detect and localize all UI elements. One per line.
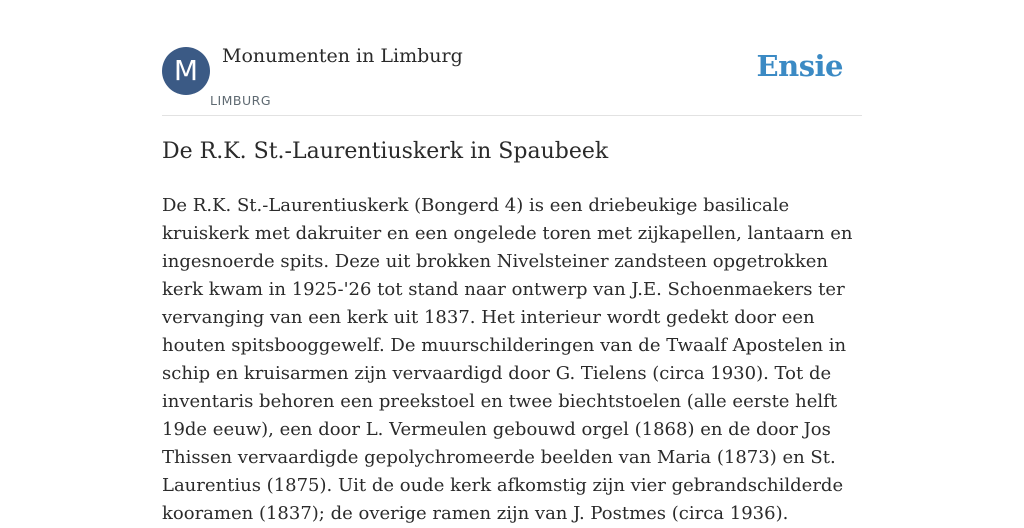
- channel-title[interactable]: Monumenten in Limburg: [222, 45, 463, 67]
- channel-subtitle[interactable]: LIMBURG: [210, 93, 272, 108]
- channel-header: [162, 0, 862, 116]
- article-title: De R.K. St.-Laurentiuskerk in Spaubeek: [162, 139, 609, 164]
- article-body: De R.K. St.-Laurentiuskerk (Bongerd 4) is een driebeukige basilicale kruiskerk met dakruiter en een ongelede toren met zijkapellen, lantaarn en ingesnoerde spits. Deze uit brokken Nivelsteiner zandsteen opgetrokken kerk kwam in 1925-'26 tot stand naar ontwerp van J.E. Schoenmaekers ter vervanging van een kerk uit 1837. Het interieur wordt gedekt door een houten spitsbooggewelf. De muurschilderingen van de Twaalf Apostelen in schip en kruisarmen zijn vervaardigd door G. Tielens (circa 1930). Tot de inventaris behoren een preekstoel en twee biechtstoelen (alle eerste helft 19de eeuw), een door L. Vermeulen gebouwd orgel (1868) en de door Jos Thissen vervaardigde gepolychromeerde beelden van Maria (1873) en St. Laurentius (1875). Uit de oude kerk afkomstig zijn vier gebrandschilderde kooramen (1837); de overige ramen zijn van J. Postmes (circa 1936).: [162, 195, 853, 524]
- brand-logo[interactable]: Ensie: [756, 49, 843, 83]
- avatar[interactable]: M: [162, 47, 210, 95]
- page: [162, 0, 862, 524]
